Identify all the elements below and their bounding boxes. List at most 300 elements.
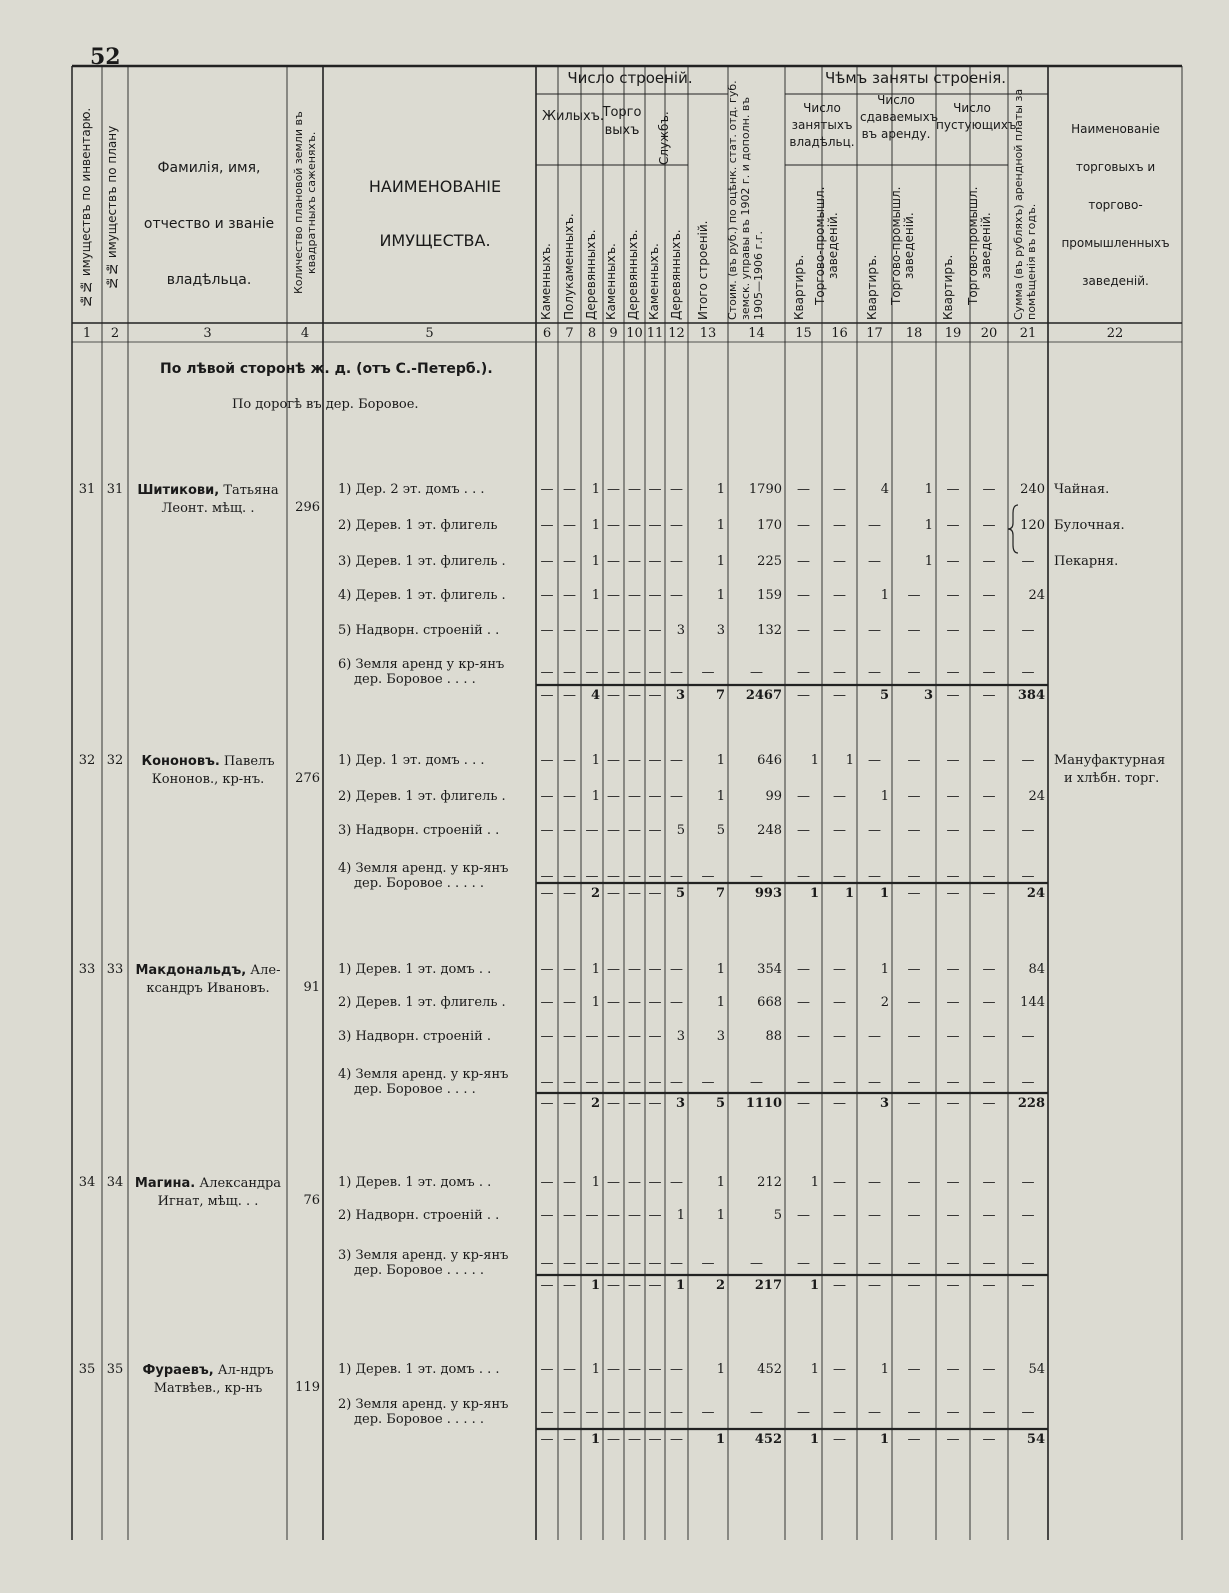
total-cell-c21: 384 [1017,688,1045,703]
cell-dash: — [563,869,576,884]
cell-dash: — [540,554,554,569]
cell-dash: — [670,869,683,884]
total-cell-dash: — [797,1096,810,1111]
cell-dash: — [982,482,996,497]
cell-c17: 1 [880,588,889,603]
property-item: 3) Дерев. 1 эт. флигель . [338,554,506,569]
cell-dash: — [607,789,620,804]
land-area: 119 [295,1380,320,1395]
cell-dash: — [946,753,960,768]
owner-name [130,753,286,789]
column-number: 20 [980,326,998,341]
cell-dash: — [607,1175,620,1190]
cell-dash: — [670,518,683,533]
cell-dash: — [982,588,996,603]
cell-c15: 1 [810,753,819,768]
total-cell-dash: — [607,688,620,703]
total-cell-c17: 1 [879,886,889,901]
column-number: 7 [565,326,574,341]
cell-dash: — [907,623,921,638]
cell-dash: — [540,482,554,497]
cell-dash: — [750,1075,763,1090]
property-item: 3) Надворн. строеній . . [338,823,500,838]
cell-dash: — [868,1175,881,1190]
total-cell-dash: — [648,886,662,901]
property-item: 3) Надворн. строеній . [338,1029,492,1044]
cell-dash: — [670,789,683,804]
cell-dash: — [907,588,921,603]
header-kam-6: Каменныхъ. [539,243,553,320]
cell-dash: — [797,518,810,533]
total-cell-c13: 1 [715,1432,725,1447]
cell-dash: — [868,869,881,884]
cell-c14: 132 [757,623,782,638]
total-cell-c12: 3 [675,688,685,703]
cell-dash: — [833,1362,846,1377]
total-cell-dash: — [648,1278,662,1293]
owner-surname: Кононовъ. [141,754,220,769]
total-cell-dash: — [540,688,554,703]
cell-dash: — [797,1208,810,1223]
owner-name [130,1175,286,1211]
cell-dash: — [540,1029,554,1044]
property-item: 2) Земля аренд. у кр-янъ [338,1397,509,1412]
header-naimenovanie-torg: Наименованіе торговыхъ и торгово-промышленныхъ заведеній. [1061,122,1170,288]
cell-dash: — [607,1029,620,1044]
cell-dash: — [1021,1208,1035,1223]
cell-dash: — [540,789,554,804]
total-cell-dash: — [868,1278,881,1293]
enterprise-name: Пекарня. [1054,554,1119,569]
column-number: 16 [831,326,848,341]
total-cell-dash: — [648,1432,662,1447]
header-zhilykh: Жилыхъ. [542,109,605,124]
cell-dash: — [607,823,620,838]
cell-dash: — [540,588,554,603]
total-cell-dash: — [907,886,921,901]
cell-dash: — [607,869,620,884]
cell-c8: 1 [591,995,600,1010]
cell-dash: — [868,753,881,768]
cell-dash: — [628,753,641,768]
owner-surname: Фураевъ, [142,1363,214,1378]
cell-dash: — [750,665,763,680]
cell-dash: — [540,1208,554,1223]
cell-dash: — [907,962,921,977]
cell-dash: — [1021,823,1035,838]
total-cell-c21: 54 [1026,1432,1045,1447]
section-title: По лѣвой сторонѣ ж. д. (отъ С.-Петерб.). [160,361,493,377]
cell-dash: — [982,869,996,884]
cell-c21: 240 [1020,482,1045,497]
cell-dash: — [982,1029,996,1044]
cell-dash: — [648,823,662,838]
cell-dash: — [648,1029,662,1044]
cell-c12: 1 [676,1208,685,1223]
cell-dash: — [648,869,662,884]
property-item: 3) Земля аренд. у кр-янъ [338,1248,509,1263]
cell-dash: — [607,665,620,680]
cell-dash: — [607,1362,620,1377]
cell-dash: — [868,1256,881,1271]
cell-c13: 1 [716,962,725,977]
cell-dash: — [701,1256,715,1271]
property-item: 2) Надворн. строеній . . [338,1208,500,1223]
cell-dash: — [797,588,810,603]
cell-dash: — [1021,1075,1035,1090]
cell-c13: 1 [716,789,725,804]
cell-dash: — [563,789,576,804]
column-number: 8 [587,326,597,341]
cell-dash: — [797,1075,810,1090]
cell-dash: — [563,1362,576,1377]
cell-dash: — [563,1405,576,1420]
cell-dash: — [1021,665,1035,680]
cell-dash: — [540,1362,554,1377]
total-cell-dash: — [607,1432,620,1447]
cell-dash: — [907,753,921,768]
cell-dash: — [833,1175,846,1190]
cell-dash: — [868,665,881,680]
cell-c13: 1 [716,482,725,497]
column-number: 11 [646,326,664,341]
cell-c13: 1 [716,753,725,768]
cell-dash: — [628,518,641,533]
column-number: 9 [609,326,618,341]
cell-c17: 1 [880,789,889,804]
cell-c13: 1 [716,518,725,533]
column-number: 10 [626,326,643,341]
header-group-occupied: Чѣмъ заняты строенія. [824,69,1007,87]
cell-dash: — [833,482,846,497]
column-number: 21 [1019,326,1037,341]
cell-dash: — [701,1405,715,1420]
total-cell-dash: — [907,1278,921,1293]
property-item: 2) Дерев. 1 эт. флигель . [338,995,506,1010]
cell-dash: — [628,665,641,680]
cell-dash: — [628,1075,641,1090]
cell-c8: 1 [591,554,600,569]
cell-dash: — [670,995,683,1010]
cell-dash: — [628,995,641,1010]
total-cell-c14: 993 [754,886,782,901]
cell-dash: — [797,823,810,838]
cell-dash: — [648,1175,662,1190]
cell-dash: — [628,869,641,884]
cell-dash: — [907,995,921,1010]
total-cell-c15: 1 [809,1432,819,1447]
cell-dash: — [868,1208,881,1223]
cell-dash: — [670,1362,683,1377]
cell-dash: — [670,1405,683,1420]
cell-c8: 1 [591,753,600,768]
cell-dash: — [797,1405,810,1420]
plan-number: 31 [106,482,124,497]
cell-dash: — [628,1256,641,1271]
property-item-cont: дер. Боровое . . . . . [354,876,484,891]
cell-dash: — [868,554,881,569]
header-torgprom-20: Торгово-промышл. заведеній. [966,186,993,306]
cell-dash: — [797,1256,810,1271]
cell-dash: — [628,1362,641,1377]
cell-c12: 3 [676,623,685,638]
cell-c14: 225 [757,554,782,569]
cell-dash: — [982,1405,996,1420]
total-cell-c21: 24 [1026,886,1045,901]
header-col3-text: Фамилія, имя, отчество и званіе владѣльца. [143,160,275,288]
cell-dash: — [563,962,576,977]
cell-dash: — [648,1362,662,1377]
cell-dash: — [701,665,715,680]
cell-dash: — [907,869,921,884]
total-cell-dash: — [607,1096,620,1111]
cell-dash: — [833,1256,846,1271]
cell-c14: 170 [757,518,782,533]
cell-dash: — [982,995,996,1010]
cell-dash: — [907,1175,921,1190]
cell-dash: — [648,995,662,1010]
property-item: 6) Земля аренд у кр-янъ [338,657,505,672]
total-cell-dash: — [563,1096,576,1111]
cell-dash: — [585,1029,599,1044]
total-cell-dash: — [982,1432,996,1447]
cell-dash: — [540,1405,554,1420]
total-cell-c8: 4 [590,688,600,703]
cell-dash: — [540,995,554,1010]
cell-dash: — [628,623,641,638]
cell-dash: — [701,869,715,884]
total-cell-c13: 7 [715,886,725,901]
total-cell-dash: — [946,1432,960,1447]
total-cell-c12: 5 [675,886,685,901]
total-cell-dash: — [540,1278,554,1293]
cell-dash: — [946,1075,960,1090]
total-cell-c14: 452 [754,1432,782,1447]
inventory-number: 32 [78,753,96,768]
total-cell-dash: — [797,688,810,703]
enterprise-name: Булочная. [1054,518,1125,533]
total-cell-dash: — [907,1432,921,1447]
cell-dash: — [946,1029,960,1044]
cell-dash: — [982,1075,996,1090]
header-col1: №№ имуществъ по инвентарю. [79,107,93,308]
cell-dash: — [628,1029,641,1044]
property-item: 1) Дерев. 1 эт. домъ . . [338,1175,492,1190]
cell-dash: — [540,962,554,977]
cell-c8: 1 [591,588,600,603]
cell-dash: — [563,1075,576,1090]
owner-name [130,482,286,518]
cell-dash: — [797,995,810,1010]
header-der-12: Деревянныхъ. [669,229,683,320]
owner-given: Але- [246,963,281,978]
inventory-number: 35 [78,1362,96,1377]
plan-number: 34 [106,1175,124,1190]
cell-dash: — [868,823,881,838]
cell-dash: — [628,823,641,838]
cell-dash: — [607,482,620,497]
property-item-cont: дер. Боровое . . . . . [354,1412,484,1427]
column-number: 12 [668,326,685,341]
cell-c15: 1 [810,1362,819,1377]
cell-dash: — [946,588,960,603]
cell-dash: — [540,665,554,680]
property-item: 1) Дер. 2 эт. домъ . . . [338,482,485,497]
cell-c14: 99 [765,789,782,804]
cell-dash: — [907,1362,921,1377]
cell-dash: — [648,665,662,680]
cell-dash: — [797,554,810,569]
cell-dash: — [982,1175,996,1190]
cell-c13: 1 [716,995,725,1010]
cell-c12: 3 [676,1029,685,1044]
total-cell-dash: — [563,1432,576,1447]
total-cell-dash: — [833,688,846,703]
cell-dash: — [1021,753,1035,768]
column-number: 15 [795,326,812,341]
total-cell-dash: — [628,1096,641,1111]
total-cell-dash: — [540,886,554,901]
total-cell-c8: 2 [590,886,600,901]
total-cell-dash: — [648,1096,662,1111]
cell-dash: — [1021,1405,1035,1420]
cell-dash: — [648,554,662,569]
header-der-8: Деревянныхъ. [584,229,598,320]
enterprise-name-cont: и хлѣбн. торг. [1064,771,1160,786]
cell-dash: — [750,869,763,884]
column-number: 4 [300,326,310,341]
total-cell-c14: 1110 [745,1096,782,1111]
cell-dash: — [607,623,620,638]
column-number: 19 [944,326,962,341]
cell-dash: — [982,1256,996,1271]
cell-c14: 646 [757,753,782,768]
total-cell-dash: — [833,1278,846,1293]
cell-dash: — [907,823,921,838]
cell-c8: 1 [591,1175,600,1190]
total-cell-dash: — [982,688,996,703]
cell-dash: — [585,823,599,838]
cell-dash: — [946,554,960,569]
cell-c13: 3 [716,1029,725,1044]
cell-c18: 1 [924,518,933,533]
total-cell-dash: — [670,1432,683,1447]
cell-dash: — [833,869,846,884]
cell-dash: — [607,1405,620,1420]
cell-dash: — [833,962,846,977]
total-cell-dash: — [946,886,960,901]
cell-c16: 1 [845,753,854,768]
cell-c14: 5 [773,1208,782,1223]
cell-dash: — [946,1256,960,1271]
cell-dash: — [868,623,881,638]
cell-dash: — [797,869,810,884]
total-cell-c18: 3 [923,688,933,703]
cell-dash: — [607,518,620,533]
header-col4: Количество плановой земли въ квадратныхъ саженяхъ. [292,111,318,294]
cell-dash: — [607,1075,620,1090]
cell-c12: 5 [676,823,685,838]
cell-c21: 24 [1028,588,1045,603]
cell-dash: — [585,623,599,638]
cell-dash: — [946,789,960,804]
cell-dash: — [670,588,683,603]
cell-dash: — [670,1175,683,1190]
cell-dash: — [648,623,662,638]
total-cell-c12: 1 [675,1278,685,1293]
cell-c14: 354 [757,962,782,977]
cell-dash: — [797,623,810,638]
cell-dash: — [540,1256,554,1271]
cell-c21: 84 [1028,962,1045,977]
total-cell-dash: — [628,688,641,703]
cell-dash: — [540,1175,554,1190]
cell-dash: — [946,823,960,838]
total-cell-dash: — [1021,1278,1035,1293]
cell-dash: — [946,518,960,533]
cell-dash: — [648,1075,662,1090]
total-cell-dash: — [607,1278,620,1293]
cell-dash: — [670,665,683,680]
column-number: 18 [905,326,923,341]
property-item: 2) Дерев. 1 эт. флигель . [338,789,506,804]
cell-dash: — [563,623,576,638]
header-kvartir-15: Квартиръ. [792,254,806,320]
cell-dash: — [982,823,996,838]
cell-dash: — [946,623,960,638]
cell-c8: 1 [591,962,600,977]
header-group-buildings: Число строеній. [567,69,693,87]
column-number: 2 [110,326,120,341]
cell-dash: — [670,753,683,768]
cell-dash: — [628,554,641,569]
owner-surname: Макдональдъ, [135,963,247,978]
cell-dash: — [982,518,996,533]
owner-given: Павелъ [219,754,275,769]
cell-dash: — [907,789,921,804]
cell-dash: — [540,753,554,768]
cell-dash: — [907,1405,921,1420]
cell-dash: — [907,1075,921,1090]
total-cell-c8: 1 [590,1278,600,1293]
cell-dash: — [1021,1175,1035,1190]
property-item-cont: дер. Боровое . . . . . [354,1263,484,1278]
header-kam-9: Каменныхъ. [604,243,618,320]
cell-dash: — [833,1405,846,1420]
cell-dash: — [833,1029,846,1044]
owner-given: Татьяна [219,483,279,498]
cell-dash: — [946,665,960,680]
cell-c13: 1 [716,554,725,569]
cell-dash: — [833,588,846,603]
enterprise-name: Чайная. [1054,482,1110,497]
owner-given: Александра [195,1176,282,1191]
cell-dash: — [585,1256,599,1271]
total-cell-dash: — [628,886,641,901]
cell-c18: 1 [924,554,933,569]
owner-status: Кононов., кр-нъ. [151,772,265,787]
cell-dash: — [833,623,846,638]
total-cell-dash: — [946,688,960,703]
total-cell-dash: — [946,1096,960,1111]
header-zanyatykh: Число занятыхъ владѣльц. [789,101,855,149]
cell-dash: — [946,962,960,977]
property-item: 1) Дерев. 1 эт. домъ . . . [338,1362,500,1377]
cell-dash: — [648,789,662,804]
cell-dash: — [833,554,846,569]
total-cell-c13: 5 [715,1096,725,1111]
cell-c13: 1 [716,1175,725,1190]
